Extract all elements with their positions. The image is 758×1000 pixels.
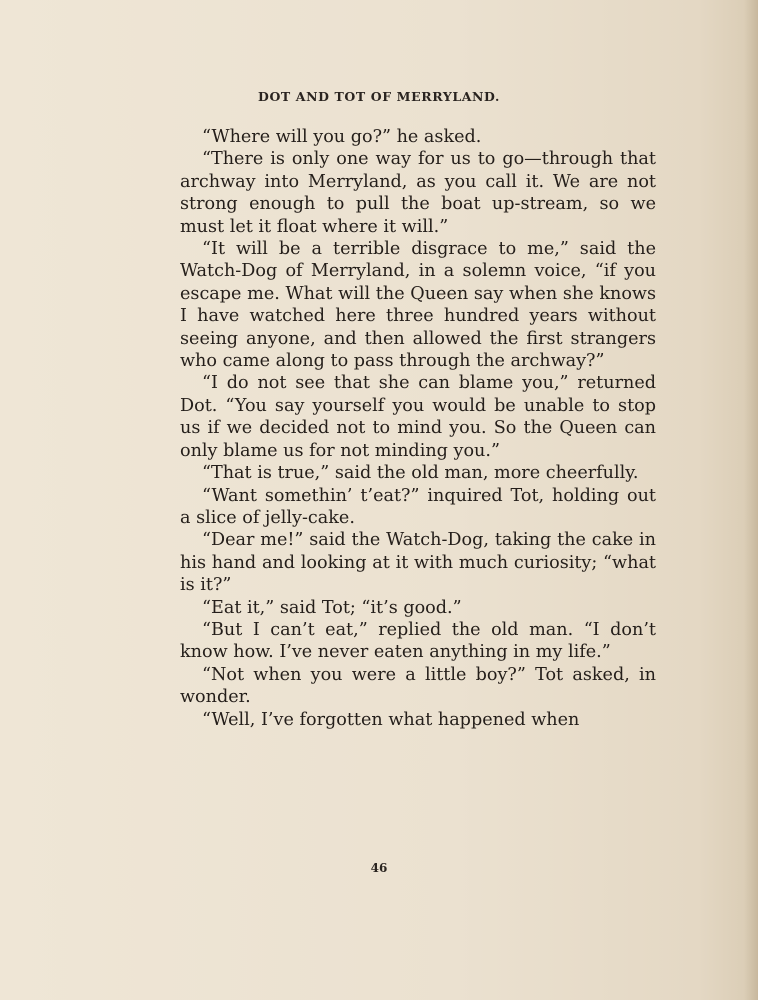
paragraph: “I do not see that she can blame you,” returned Dot. “You say yourself you would be unable to stop us if we decided not to mind you. So the Queen can only blame us for not minding you.” (180, 373, 656, 461)
paragraph: “It will be a terrible disgrace to me,” said the Watch-Dog of Merryland, in a solemn voice, “if you escape me. What will the Queen say when she knows I have watched here three hundred years without seeing anyone, and then allowed the first strangers who came along to pass through the archway?” (180, 239, 656, 372)
paragraph: “But I can’t eat,” replied the old man. “I don’t know how. I’ve never eaten anything in my life.” (180, 619, 656, 663)
running-head: DOT AND TOT OF MERRYLAND. (258, 89, 500, 104)
paragraph: “That is true,” said the old man, more cheerfully. (202, 463, 639, 484)
paragraph: “Where will you go?” he asked. (202, 127, 482, 147)
paragraph-last: “Well, I’ve forgotten what happened when (202, 709, 580, 730)
paragraph: “Eat it,” said Tot; “it’s good.” (202, 597, 462, 618)
page-edge-shadow (744, 0, 758, 1000)
paragraph: “There is only one way for us to go—through that archway into Merryland, as you call it. We are not strong enough to pull the boat up-stream, so we must let it float where it will.” (180, 149, 656, 237)
paragraph: “Dear me!” said the Watch-Dog, taking the cake in his hand and looking at it with much curiosity; “what is it?” (180, 530, 656, 596)
body-text (180, 126, 656, 731)
page-number: 46 (370, 861, 388, 875)
paragraph: “Want somethin’ t’eat?” inquired Tot, holding out a slice of jelly-cake. (180, 485, 656, 528)
paragraph: “Not when you were a little boy?” Tot asked, in wonder. (180, 664, 656, 708)
